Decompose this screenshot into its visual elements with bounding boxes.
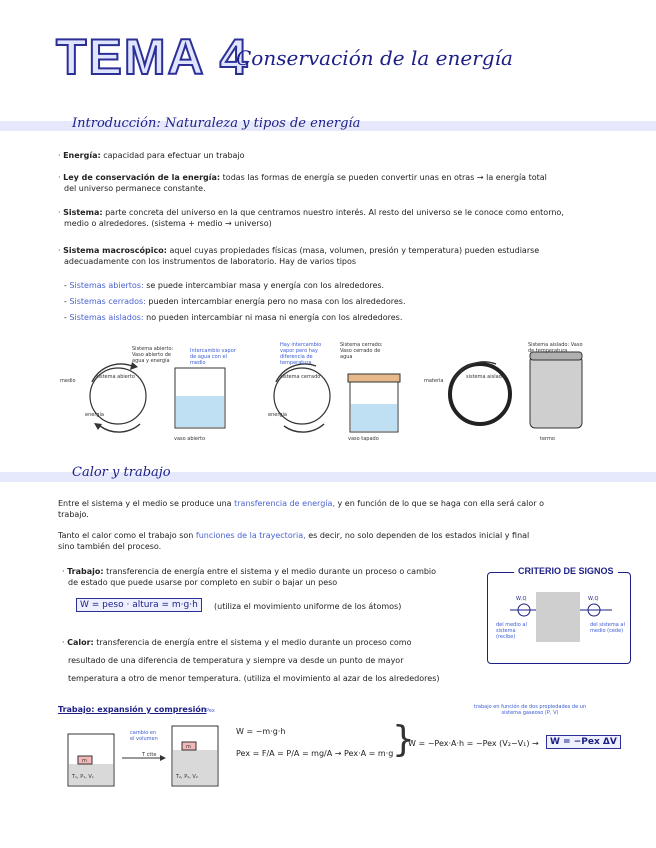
abiertos-def: se puede intercambiar masa y energía con los alrededores.: [143, 281, 385, 290]
calor-def-2: resultado de una diferencia de temperatura y siempre va desde un punto de mayor: [68, 656, 404, 665]
state-2-label: T₂, P₂, V₂: [176, 774, 198, 780]
crit-out-label: del sistema al medio (cede): [590, 622, 625, 634]
open-note: Sistema abierto: Vaso abierto de agua y energía: [132, 346, 174, 364]
open-caption: vaso abierto: [174, 436, 206, 442]
ley-def-2: del universo permanece constante.: [64, 184, 206, 193]
trabajo-def: transferencia de energía entre el sistema y el medio durante un proceso o cambio: [103, 567, 437, 576]
ley-def: todas las formas de energía se pueden convertir unas en otras → la energía total: [220, 173, 547, 182]
open-system-label: sistema abierto: [96, 374, 135, 380]
crit-wq-out: W,Q: [588, 596, 599, 602]
thermos: [530, 352, 582, 428]
sistema-item: · Sistema: parte concreta del universo en la que centramos nuestro interés. Al resto del universo se le conoce como entorno, medio o alrededores. (sistema + medio → universo): [58, 208, 564, 228]
equation-3: W = −Pex·A·h = −Pex (V₂−V₁) →: [408, 739, 539, 748]
open-note-2: Intercambio vapor de agua con el medio: [190, 348, 236, 366]
aislados-def: no pueden intercambiar ni masa ni energía con los alrededores.: [143, 313, 403, 322]
sistema-def-2: medio o alrededores. (sistema + medio → universo): [64, 219, 272, 228]
calor-trabajo-p1: [58, 498, 638, 520]
p2-c: sino también del proceso.: [58, 542, 162, 551]
mass-label-2: m: [186, 744, 191, 750]
calor-def: transferencia de energía entre el sistema y el medio durante un proceso como: [93, 638, 412, 647]
equation-1: W = −m·g·h: [236, 727, 286, 736]
calor-trabajo-p2: [58, 530, 638, 552]
energia-def: capacidad para efectuar un trabajo: [100, 151, 245, 160]
energia-item: · Energía: capacidad para efectuar un trabajo: [58, 151, 245, 160]
page-title: TEMA 4: [56, 29, 250, 85]
crit-in-label: del medio al sistema (recibe): [496, 622, 527, 640]
cerrados-def: pueden intercambiar energía pero no masa con los alrededores.: [145, 297, 406, 306]
p1-c: trabajo.: [58, 510, 89, 519]
closed-beaker: [348, 374, 400, 432]
closed-note-2: Sistema cerrado: Vaso cerrado de agua: [340, 342, 383, 360]
ley-term: Ley de conservación de la energía:: [63, 173, 221, 182]
page-subtitle: Conservación de la energía: [236, 46, 513, 70]
trabajo-item: · Trabajo: transferencia de energía entre el sistema y el medio durante un proceso o cambio de estado que puede usarse por completo en subir o bajar un peso: [62, 567, 437, 587]
equation-final: W = −Pex ΔV: [546, 735, 621, 749]
state-1-label: T₁, P₁, V₁: [72, 774, 94, 780]
abiertos-item: - Sistemas abiertos: se puede intercambiar masa y energía con los alrededores.: [64, 281, 385, 290]
cambio-volumen-label: cambio en el volumen: [130, 730, 158, 742]
p1-b: y en función de lo que se haga con ella será calor o: [334, 499, 545, 508]
abiertos-term: Sistemas abiertos:: [69, 281, 144, 290]
mass-label-1: m: [82, 758, 87, 764]
calor-item: · Calor: transferencia de energía entre el sistema y el medio durante un proceso como resultado de una diferencia de temperatura y siempre va desde un punto de mayor temperatura a otro de menor temperatura. (utiliza el movimiento al azar de los alrededores): [62, 638, 440, 683]
closed-caption: vaso tapado: [348, 436, 379, 442]
trabajo-gas-note: trabajo en función de dos propiedades de un sistema gaseoso (P, V): [473, 704, 587, 716]
cerrados-term: Sistemas cerrados:: [69, 297, 146, 306]
pex-label: Pex: [206, 708, 215, 714]
trabajo-note: (utiliza el movimiento uniforme de los átomos): [214, 602, 402, 611]
ley-item: · Ley de conservación de la energía: todas las formas de energía se pueden convertir unas en otras → la energía total del universo permanece constante.: [58, 173, 547, 193]
aislados-term: Sistemas aislados:: [69, 313, 144, 322]
crit-wq-in: W,Q: [516, 596, 527, 602]
criterio-signos-title: CRITERIO DE SIGNOS: [514, 566, 618, 576]
energia-label-2: energía: [268, 412, 287, 418]
p2-a: Tanto el calor como el trabajo son: [58, 531, 196, 540]
trabajo-def-2: de estado que puede usarse por completo en subir o bajar un peso: [68, 578, 338, 587]
isolated-system-label: sistema aislado: [466, 374, 505, 380]
closed-note: Hay intercambio vapor pero hay diferencia de temperatura: [280, 342, 322, 366]
calor-def-3: temperatura a otro de menor temperatura. (utiliza el movimiento al azar de los alrededores): [68, 674, 440, 683]
p2-b: es decir, no solo dependen de los estados inicial y final: [305, 531, 530, 540]
p1-link: transferencia de energía,: [234, 499, 335, 508]
trabajo-term: Trabajo:: [67, 567, 104, 576]
isolated-note: Sistema aislado: Vaso de temperatura: [528, 342, 583, 354]
sistema-def: parte concreta del universo en la que centramos nuestro interés. Al resto del universo se le conoce como entorno,: [102, 208, 564, 217]
cerrados-item: - Sistemas cerrados: pueden intercambiar energía pero no masa con los alrededores.: [64, 297, 406, 306]
macro-item: · Sistema macroscópico: aquel cuyas propiedades físicas (masa, volumen, presión y temperatura) pueden estudiarse adecuadamente con los instrumentos de laboratorio. Hay de varios tipos: [58, 246, 540, 266]
section-heading-trabajo: Trabajo: expansión y compresión: [58, 705, 207, 714]
p2-link: funciones de la trayectoria,: [195, 531, 306, 540]
trabajo-formula: W = peso · altura = m·g·h: [76, 598, 202, 612]
open-beaker: [175, 368, 225, 428]
open-system-diagram: [90, 362, 146, 432]
materia-label: materia: [424, 378, 444, 384]
calor-term: Calor:: [67, 638, 94, 647]
energia-label: energía: [85, 412, 104, 418]
energia-term: Energía:: [63, 151, 101, 160]
macro-def-2: adecuadamente con los instrumentos de laboratorio. Hay de varios tipos: [64, 257, 357, 266]
criterio-diagram: [490, 580, 628, 660]
sistema-term: Sistema:: [63, 208, 103, 217]
macro-term: Sistema macroscópico:: [63, 246, 167, 255]
macro-def: aquel cuyas propiedades físicas (masa, volumen, presión y temperatura) pueden estudiarse: [166, 246, 540, 255]
closed-system-label: sistema cerrado: [280, 374, 321, 380]
section-heading-calor: Calor y trabajo: [72, 465, 171, 480]
medio-label: medio: [60, 378, 76, 384]
aislados-item: - Sistemas aislados: no pueden intercambiar ni masa ni energía con los alrededores.: [64, 313, 403, 322]
equation-2: Pex = F/A = P/A = mg/A → Pex·A = m·g: [236, 749, 394, 758]
brace: }: [392, 719, 415, 760]
p1-a: Entre el sistema y el medio se produce una: [58, 499, 235, 508]
section-heading-intro: Introducción: Naturaleza y tipos de energía: [72, 116, 361, 131]
isolated-caption: termo: [540, 436, 555, 442]
t-ctte-label: T ctte: [142, 752, 157, 758]
isolated-system-diagram: [450, 362, 510, 424]
